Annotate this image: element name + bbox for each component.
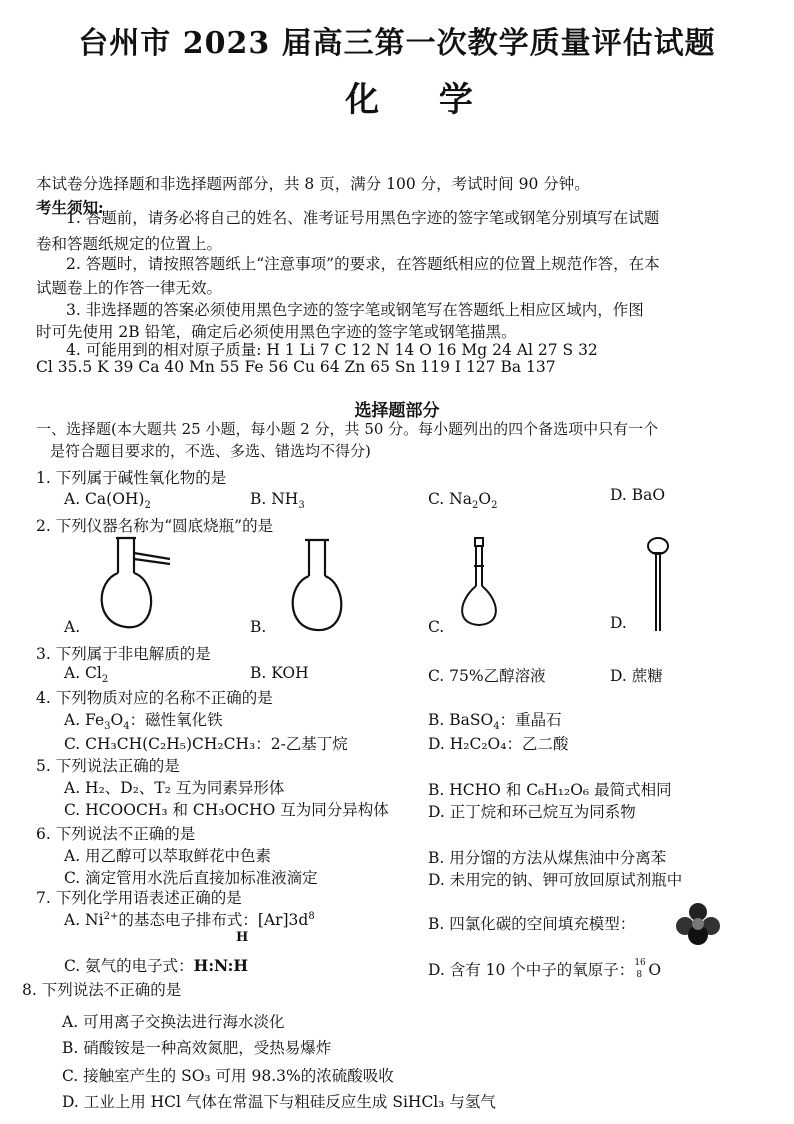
section-title: 选择题部分	[354, 401, 440, 421]
notice-3b: 时可先使用 2B 铅笔，确定后必须使用黑色字迹的签字笔或钢笔描黑。	[36, 323, 517, 341]
q1-option-b: B. $NH_3$	[250, 490, 305, 512]
q7-option-b: B. 四氯化碳的空间填充模型：	[428, 915, 636, 933]
notice-2a: 2. 答题时，请按照答题纸上“注意事项”的要求，在答题纸相应的位置上规范作答，在本	[66, 255, 660, 273]
subject-title: 化 学	[345, 80, 497, 120]
q1-option-d: D. BaO	[610, 486, 666, 504]
section-instruction-a: 一、选择题(本大题共 25 小题，每小题 2 分，共 50 分。每小题列出的四个备选项中只有一个	[36, 420, 659, 438]
q6-stem: 6. 下列说法不正确的是	[36, 825, 196, 843]
distillation-flask-diagram	[92, 535, 202, 635]
q2-stem: 2. 下列仪器名称为“圆底烧瓶”的是	[36, 517, 274, 535]
volumetric-flask-diagram	[455, 536, 505, 636]
ccl4-space-filling-model	[676, 902, 720, 946]
q6-option-a: A. 用乙醇可以萃取鲜花中色素	[64, 847, 272, 865]
q8-option-d: D. 工业上用 HCl 气体在常温下与粗硅反应生成 SiHCl₃ 与氢气	[62, 1093, 496, 1111]
q3-option-b: B. KOH	[250, 664, 309, 682]
q3-option-c: C. 75%乙醇溶液	[428, 667, 546, 685]
q8-option-c: C. 接触室产生的 SO₃ 可用 98.3%的浓硫酸吸收	[62, 1067, 394, 1085]
q3-option-a: A. $Cl_2$	[64, 664, 109, 686]
q4-option-b: B. BaSO$_4$：重晶石	[428, 711, 562, 733]
q5-option-c: C. HCOOCH₃ 和 CH₃OCHO 互为同分异构体	[64, 801, 389, 819]
q5-option-d: D. 正丁烷和环己烷互为同系物	[428, 803, 636, 821]
exam-title: 台州市 2023 届高三第一次教学质量评估试题	[78, 26, 716, 61]
notice-4b: Cl 35.5 K 39 Ca 40 Mn 55 Fe 56 Cu 64 Zn 65 Sn 119 I 127 Ba 137	[36, 358, 556, 376]
section-instruction-b: 是符合题目要求的，不选、多选、错选均不得分)	[50, 442, 371, 460]
notice-2b: 试题卷上的作答一律无效。	[36, 279, 223, 297]
q5-stem: 5. 下列说法正确的是	[36, 757, 180, 775]
q1-option-a: A. $Ca(OH)_2$	[64, 490, 151, 512]
q3-option-d: D. 蔗糖	[610, 667, 663, 685]
q7-stem: 7. 下列化学用语表述正确的是	[36, 889, 242, 907]
q6-option-d: D. 未用完的钠、钾可放回原试剂瓶中	[428, 871, 683, 889]
q1-stem: 1. 下列属于碱性氧化物的是	[36, 469, 227, 487]
q4-option-a: A. $Fe_3O_4$：磁性氧化铁	[64, 711, 223, 733]
q3-stem: 3. 下列属于非电解质的是	[36, 645, 211, 663]
q5-option-b: B. HCHO 和 C₆H₁₂O₆ 最简式相同	[428, 781, 672, 799]
q8-option-a: A. 可用离子交换法进行海水淡化	[62, 1013, 285, 1031]
dropper-pipette-diagram	[642, 535, 678, 635]
notice-4a: 4. 可能用到的相对原子质量: H 1 Li 7 C 12 N 14 O 16 Mg 24 Al 27 S 32	[66, 341, 598, 359]
q8-option-b: B. 硝酸铵是一种高效氮肥，受热易爆炸	[62, 1039, 332, 1057]
q6-option-c: C. 滴定管用水洗后直接加标准液滴定	[64, 869, 318, 887]
q7-option-c: C. 氨气的电子式：H:N:H	[64, 956, 249, 975]
q7-option-a: A. $Ni^{2+}$的基态电子排布式：$[Ar]3d^8$	[64, 910, 315, 929]
q4-stem: 4. 下列物质对应的名称不正确的是	[36, 689, 273, 707]
q2-option-c: C.	[428, 618, 445, 636]
q1-option-c: C. $Na_2O_2$	[428, 490, 498, 512]
q4-option-d: D. H₂C₂O₄：乙二酸	[428, 735, 569, 753]
q5-option-a: A. H₂、D₂、T₂ 互为同素异形体	[64, 779, 285, 797]
notice-1a: 1. 答题前，请务必将自己的姓名、准考证号用黑色字迹的签字笔或钢笔分别填写在试题	[66, 209, 660, 227]
intro-line: 本试卷分选择题和非选择题两部分，共 8 页，满分 100 分，考试时间 90 分钟。	[36, 175, 590, 193]
q8-stem: 8. 下列说法不正确的是	[22, 981, 182, 999]
notice-1b: 卷和答题纸规定的位置上。	[36, 235, 223, 253]
notice-title: 考生须知:	[36, 198, 104, 217]
q2-option-d: D.	[610, 614, 627, 632]
q7-option-d: D. 含有 10 个中子的氧原子： 16 8 O	[428, 958, 662, 980]
round-bottom-flask-diagram	[283, 538, 363, 638]
q6-option-b: B. 用分馏的方法从煤焦油中分离苯	[428, 849, 667, 867]
q7-ammonia-top-h: H	[236, 930, 249, 945]
q2-option-a: A.	[64, 618, 81, 636]
q2-option-b: B.	[250, 618, 267, 636]
q4-option-c: C. CH₃CH(C₂H₅)CH₂CH₃：2-乙基丁烷	[64, 735, 348, 753]
notice-3a: 3. 非选择题的答案必须使用黑色字迹的签字笔或钢笔写在答题纸上相应区域内，作图	[66, 301, 644, 319]
